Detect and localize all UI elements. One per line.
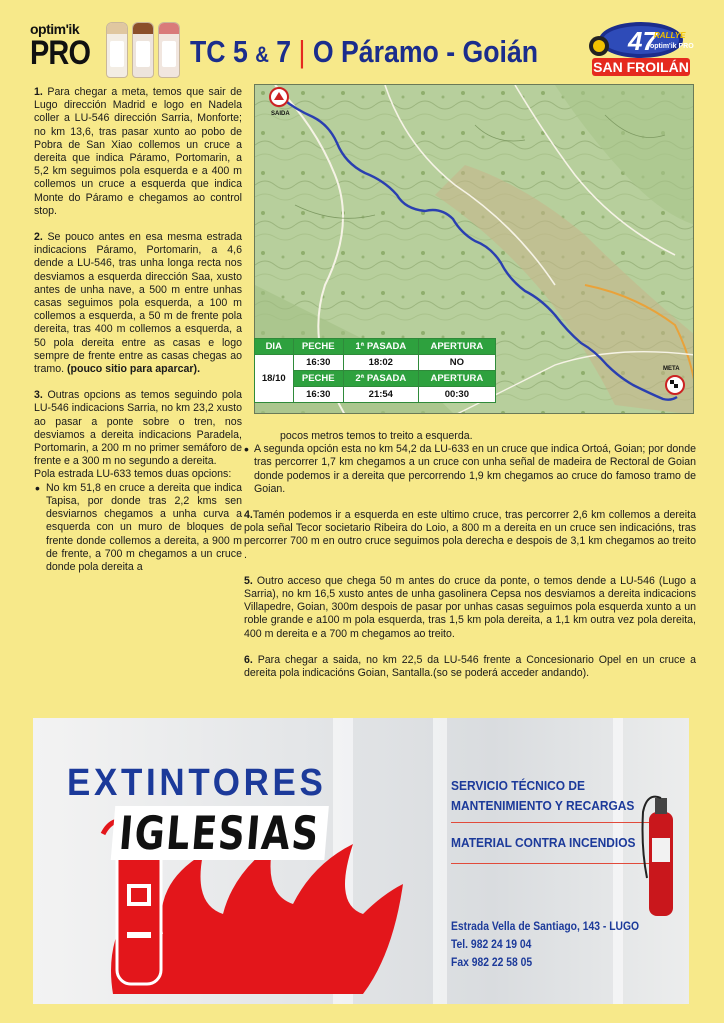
brand-top-text: optim'ik: [30, 21, 80, 37]
title-separator: |: [298, 34, 306, 69]
extinguisher-photo-icon: [641, 788, 681, 918]
paragraph-text: Para chegar a meta, temos que sair de Lugo dirección Madrid e logo en Nadela coller a LU-546 dirección Sarria, Monforte; no km 13,6, tras pasar xunto ao pobo de Pobra de San Xiao collemos un cruce a dereita que indica Páramo, Portomarin, a 5,2 km seguimos pola esquerda e a 400 m collemos un cruce a esquerda que indica Monte do Páramo e chegamos ao control stop.: [34, 86, 242, 217]
paragraph-text: Tamén podemos ir a esquerda en este ultimo cruce, tras percorrer 2,6 km collemos a dereita pola señal Tecor societario Ribeira do Loio, a 800 m a dereita en un cruce sen indicacións, tras percorrer 700 m en outro cruce seguimos pola derecha e despois de 3,1 km chegamos ao treito .: [244, 509, 696, 561]
finish-label: META: [663, 366, 680, 372]
ad-material-text: MATERIAL CONTRA INCENDIOS: [451, 833, 653, 864]
paragraph-number: 4.: [244, 509, 253, 522]
rally-logo: [588, 18, 694, 78]
ad-contact: [451, 918, 639, 972]
table-cell: 00:30: [418, 387, 495, 403]
paragraph-text: Outro acceso que chega 50 m antes do cruce da ponte, o temos dende a LU-546 (Lugo a Sarria), no km 16,5 xusto antes de unha gasolinera Cepsa nos desviamos a dereita indicacions Villapedre, Goian, 300m despois de pasar por unhas casas seguimos pola esquerda xunto a un roble grande e a100 m pola esquerda, tras 1,5 km pola dereita, a 1,1 km outra vez pola dereita, 400 m dereita e a 700 m chegamos ao treito.: [244, 574, 696, 640]
paragraph-number: 1.: [34, 86, 43, 98]
title-part1: TC 5: [190, 34, 248, 69]
ad-services: [451, 776, 671, 864]
paragraph-text: Se pouco antes en esa mesma estrada indicacions Páramo, Portomarin, a 4,6 dende a LU-546, tras unha longa recta nos desviamos a esquerda dirección Saa, xusto antes de unha nave, a 500 m entre unhas casas seguimos pola esquerda, a 100 m collemos a esquerda, a 50 m de frente pola dereita, tras 400 m collemos a esquerda, a 50 pola dereita entre as casas e logo sempre de frente entre as casas chegas ao tramo.: [34, 231, 242, 376]
table-row: [255, 355, 496, 371]
paragraph-number: 2.: [34, 231, 43, 244]
start-label: SAIDA: [271, 111, 290, 117]
ad-fax: Fax 982 22 58 05: [451, 957, 533, 969]
table-cell: 16:30: [293, 387, 343, 403]
title-amp: &: [255, 42, 269, 67]
paragraph-1: [34, 86, 242, 218]
product-bottles: [106, 22, 182, 78]
bullet-option-2: • A segunda opción esta no km 54,2 da LU-633 en un cruce que indica Ortoá, Goian; por donde tras percorrer 1,7 km chegamos a un cruce con unha señal de madeira de Rectoral de Goian donde podemos ir a dereita que percorrendo 1,9 km chegamos ao cruce do famoso tramo de Goian.: [244, 443, 696, 496]
bottle-image: [106, 22, 128, 78]
left-column: [34, 86, 242, 574]
paragraph-5: [244, 575, 696, 641]
table-header-cell: PECHE: [293, 339, 343, 355]
table-header-cell: PECHE: [293, 371, 343, 387]
paragraph-number: 5.: [244, 574, 253, 587]
paragraph-number: 3.: [34, 389, 43, 402]
paragraph-3-line2: Pola estrada LU-633 temos duas opcions:: [34, 468, 232, 481]
table-cell: 18:02: [343, 355, 418, 371]
advertisement: [33, 718, 689, 1004]
table-header-cell: 2ª PASADA: [343, 371, 418, 387]
extinguisher-icon: [117, 844, 161, 984]
title-part3: O Páramo - Goián: [312, 34, 539, 69]
schedule-table: [254, 338, 496, 403]
bottle-image: [158, 22, 180, 78]
table-header-cell: APERTURA: [418, 371, 495, 387]
rally-sponsor: optim'ik PRO: [650, 43, 694, 50]
paragraph-text: Para chegar a saida, no km 22,5 da LU-546 frente a Concesionario Opel en un cruce a dereita pola indicacións Goian, Santalla.(so se poderá acceder andando).: [244, 653, 696, 680]
paragraph-3: [34, 389, 242, 468]
ad-service-line2: MANTENIMIENTO Y RECARGAS: [451, 798, 635, 813]
paragraph-4: [244, 509, 696, 562]
bottle-image: [132, 22, 154, 78]
ad-service-text: [451, 776, 653, 823]
page-title: [190, 34, 538, 70]
ad-title: EXTINTORES: [67, 762, 327, 804]
table-day-cell: 18/10: [255, 355, 294, 403]
table-cell: 21:54: [343, 387, 418, 403]
bullet-option-1: • No km 51,8 en cruce a dereita que indica Tapisa, por donde tras 2,2 kms sen desviarnos chegamos a unha curva a esquerda con un muro de bloques de frente donde collemos a dereita, a 900 m de frente, a 700 m chegamos a un cruce donde pola dereita a: [34, 482, 242, 574]
brand-pro-text: PRO: [30, 34, 91, 72]
ad-service-line1: SERVICIO TÉCNICO DE: [451, 778, 586, 793]
ad-address: Estrada Vella de Santiago, 143 - LUGO: [451, 921, 640, 933]
title-part2: 7: [276, 34, 292, 69]
paragraph-text: Outras opcions as temos seguindo pola LU-546 indicacions Sarria, no km 23,2 xusto ao pasar a ponte sobre o tren, nos desviamos a dereita indicacions Paradela, Portomarin, a 200 m no primer semáforo de frente e a 300 m no segundo a dereita.: [34, 389, 242, 468]
rally-word: RALLYE: [654, 31, 686, 40]
paragraph-bold-note: (pouco sitio para aparcar).: [66, 363, 201, 376]
table-cell: NO: [418, 355, 495, 371]
rally-name: SAN FROILÁN: [593, 59, 689, 75]
table-header-cell: DIA: [255, 339, 294, 355]
bullet-continuation: pocos metros temos to treito a esquerda.: [280, 430, 473, 442]
table-row: [255, 339, 496, 355]
ad-brand: IGLESIAS: [111, 806, 329, 860]
paragraph-2: [34, 231, 242, 376]
table-header-cell: 1ª PASADA: [343, 339, 418, 355]
table-header-cell: APERTURA: [418, 339, 495, 355]
brand-logo: [30, 22, 100, 70]
paragraph-number: 6.: [244, 653, 253, 666]
right-column: [244, 430, 696, 693]
table-cell: 16:30: [293, 355, 343, 371]
ad-phone: Tel. 982 24 19 04: [451, 939, 532, 951]
paragraph-6: [244, 654, 696, 680]
rally-number: 47: [628, 26, 657, 56]
